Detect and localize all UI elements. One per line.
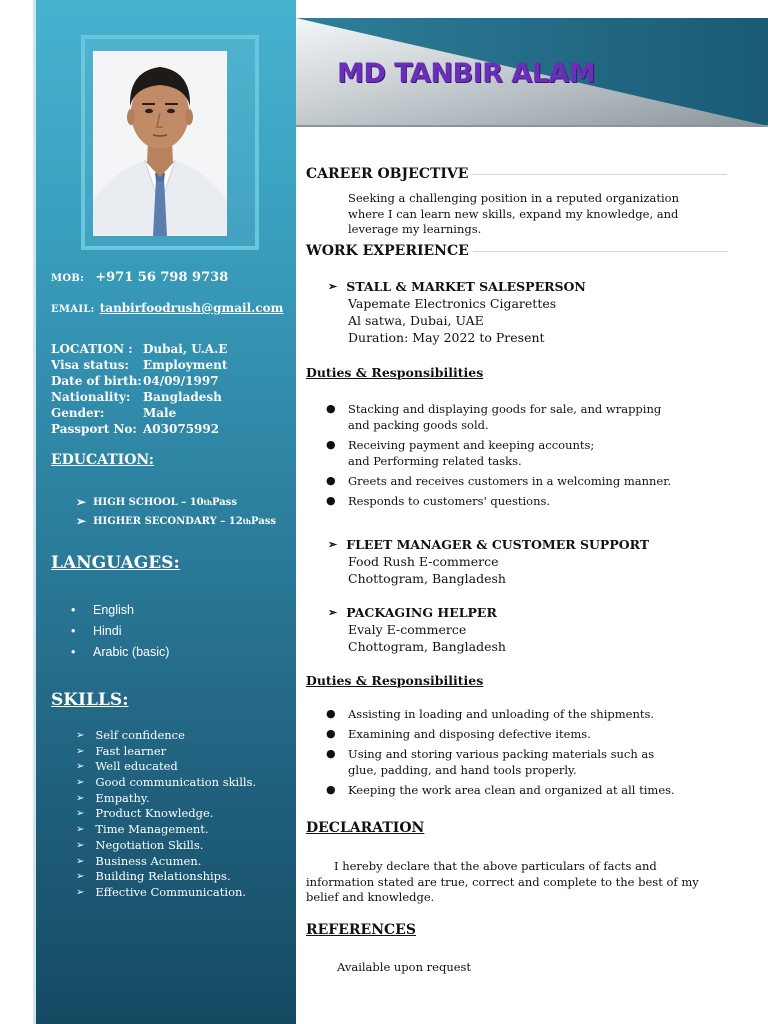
email-link[interactable]: tanbirfoodrush@gmail.com bbox=[99, 301, 284, 315]
email-line bbox=[51, 297, 283, 316]
bullet-dot-icon: • bbox=[71, 645, 76, 659]
references-heading: REFERENCES bbox=[306, 922, 416, 938]
job-title-text: FLEET MANAGER & CUSTOMER SUPPORT bbox=[346, 537, 650, 552]
mobile-label: MOB: bbox=[51, 273, 85, 284]
duty-item bbox=[326, 401, 678, 433]
skill-item bbox=[76, 791, 256, 807]
job-title bbox=[328, 278, 586, 295]
education-text-tail: Pass bbox=[251, 516, 277, 527]
education-item bbox=[76, 493, 276, 512]
bullet-dot-icon: ● bbox=[326, 707, 336, 720]
job-entry bbox=[328, 278, 586, 346]
info-value: Male bbox=[143, 406, 177, 420]
arrow-bullet-icon: ➢ bbox=[76, 886, 85, 898]
duty-item bbox=[326, 726, 678, 742]
arrow-bullet-icon: ➢ bbox=[76, 761, 85, 773]
bullet-dot-icon: ● bbox=[326, 727, 336, 740]
job-title bbox=[328, 536, 649, 553]
education-text: HIGHER SECONDARY – 12 bbox=[93, 516, 243, 527]
info-label: Gender: bbox=[51, 406, 105, 420]
superscript: th bbox=[203, 498, 212, 507]
declaration-text: I hereby declare that the above particulars of facts and information stated are true, correct and complete to the best of my belief and knowledge. bbox=[306, 859, 699, 904]
mobile-line bbox=[51, 266, 228, 285]
skill-item bbox=[76, 869, 256, 885]
declaration-heading: DECLARATION bbox=[306, 820, 425, 836]
info-label: Nationality: bbox=[51, 390, 131, 404]
education-list bbox=[76, 493, 276, 531]
job-title-text: STALL & MARKET SALESPERSON bbox=[346, 279, 586, 294]
arrow-bullet-icon: ➢ bbox=[76, 514, 87, 528]
arrow-bullet-icon: ➢ bbox=[76, 730, 85, 741]
languages-heading: LANGUAGES: bbox=[51, 553, 180, 573]
job-location: Chottogram, Bangladesh bbox=[348, 639, 506, 654]
skill-text: Fast learner bbox=[95, 743, 167, 758]
language-text: Hindi bbox=[93, 624, 122, 638]
duty-text: Examining and disposing defective items. bbox=[348, 727, 591, 741]
duties-heading: Duties & Responsibilities bbox=[306, 365, 484, 380]
job-location: Al satwa, Dubai, UAE bbox=[348, 313, 484, 328]
arrow-bullet-icon: ➢ bbox=[328, 606, 338, 619]
skill-item bbox=[76, 728, 256, 744]
superscript: th bbox=[242, 517, 252, 526]
job-entry bbox=[328, 604, 506, 655]
skill-item bbox=[76, 885, 256, 901]
info-row-passport bbox=[51, 421, 227, 437]
education-item bbox=[76, 512, 276, 531]
info-value: A03075992 bbox=[143, 422, 220, 436]
language-text: Arabic (basic) bbox=[93, 645, 170, 659]
duty-item bbox=[326, 437, 678, 469]
education-heading: EDUCATION: bbox=[51, 452, 154, 468]
skill-text: Good communication skills. bbox=[95, 775, 257, 790]
language-item bbox=[71, 600, 169, 621]
duties-heading: Duties & Responsibilities bbox=[306, 673, 484, 688]
duty-item bbox=[326, 782, 678, 798]
arrow-bullet-icon: ➢ bbox=[328, 538, 338, 551]
duty-item bbox=[326, 473, 678, 489]
work-experience-heading bbox=[306, 243, 728, 259]
info-label: Date of birth: bbox=[51, 374, 142, 388]
skill-text: Time Management. bbox=[95, 822, 209, 837]
mobile-number[interactable]: +971 56 798 9738 bbox=[95, 270, 229, 285]
bullet-dot-icon: • bbox=[71, 603, 76, 617]
section-divider bbox=[473, 251, 728, 252]
duty-item bbox=[326, 706, 678, 722]
arrow-bullet-icon: ➢ bbox=[76, 871, 85, 883]
duty-text: Stacking and displaying goods for sale, and wrapping and packing goods sold. bbox=[348, 402, 662, 432]
arrow-bullet-icon: ➢ bbox=[328, 280, 338, 293]
skills-heading: SKILLS: bbox=[51, 690, 129, 710]
arrow-bullet-icon: ➢ bbox=[76, 745, 85, 757]
bullet-dot-icon: ● bbox=[326, 438, 336, 451]
info-row-gender bbox=[51, 405, 227, 421]
portrait-image bbox=[93, 51, 227, 236]
info-label: Passport No: bbox=[51, 422, 137, 436]
info-value: Employment bbox=[143, 358, 228, 372]
arrow-bullet-icon: ➢ bbox=[76, 777, 85, 789]
language-item bbox=[71, 642, 169, 663]
career-objective-text: Seeking a challenging position in a reputed organization where I can learn new skills, expand my knowledge, and leverage my learnings. bbox=[348, 191, 679, 236]
career-objective-heading bbox=[306, 166, 727, 182]
job-company: Food Rush E-commerce bbox=[348, 554, 499, 569]
arrow-bullet-icon: ➢ bbox=[76, 855, 85, 867]
education-text-tail: Pass bbox=[211, 497, 237, 508]
job-company: Evaly E-commerce bbox=[348, 622, 467, 637]
language-text: English bbox=[93, 603, 134, 617]
language-item bbox=[71, 621, 169, 642]
info-value: Bangladesh bbox=[143, 390, 222, 404]
section-title-text: CAREER OBJECTIVE bbox=[306, 166, 469, 182]
duty-text: Assisting in loading and unloading of the shipments. bbox=[348, 707, 655, 721]
job-location: Chottogram, Bangladesh bbox=[348, 571, 506, 586]
info-value: 04/09/1997 bbox=[143, 374, 219, 388]
info-value: Dubai, U.A.E bbox=[143, 342, 228, 356]
duty-item bbox=[326, 493, 678, 509]
skill-item bbox=[76, 838, 256, 854]
duty-text: Greets and receives customers in a welcoming manner. bbox=[348, 474, 672, 488]
skill-item bbox=[76, 744, 256, 760]
section-divider bbox=[472, 174, 727, 175]
skill-text: Effective Communication. bbox=[95, 884, 247, 899]
skill-text: Building Relationships. bbox=[95, 869, 231, 884]
skill-text: Negotiation Skills. bbox=[95, 837, 204, 852]
duty-text: Responds to customers' questions. bbox=[348, 494, 551, 508]
skill-text: Product Knowledge. bbox=[95, 806, 214, 821]
job-entry bbox=[328, 536, 649, 587]
profile-photo bbox=[93, 51, 227, 236]
info-row-visa bbox=[51, 357, 227, 373]
bullet-dot-icon: ● bbox=[326, 747, 336, 760]
bullet-dot-icon: ● bbox=[326, 402, 336, 415]
info-label: LOCATION : bbox=[51, 342, 133, 356]
duty-text: Using and storing various packing materials such as glue, padding, and hand tools properly. bbox=[348, 747, 655, 777]
duties-list bbox=[326, 401, 678, 513]
sidebar bbox=[33, 0, 296, 1024]
email-label: EMAIL: bbox=[51, 304, 95, 315]
duties-list bbox=[326, 706, 678, 802]
bullet-dot-icon: • bbox=[71, 624, 76, 638]
arrow-bullet-icon: ➢ bbox=[76, 824, 85, 836]
bullet-dot-icon: ● bbox=[326, 494, 336, 507]
job-title bbox=[328, 604, 506, 621]
skill-item bbox=[76, 775, 256, 791]
skill-item bbox=[76, 822, 256, 838]
photo-frame bbox=[81, 35, 259, 250]
references-text: Available upon request bbox=[337, 960, 472, 974]
skill-text: Well educated bbox=[95, 759, 178, 774]
job-duration: Duration: May 2022 to Present bbox=[348, 330, 545, 345]
arrow-bullet-icon: ➢ bbox=[76, 839, 85, 851]
job-title-text: PACKAGING HELPER bbox=[346, 605, 497, 620]
education-text: HIGH SCHOOL – 10 bbox=[93, 497, 204, 508]
duty-text: Receiving payment and keeping accounts; and Performing related tasks. bbox=[348, 438, 595, 468]
candidate-name: MD TANBIR ALAM bbox=[337, 58, 596, 89]
skill-text: Business Acumen. bbox=[95, 853, 202, 868]
skills-list bbox=[76, 728, 256, 901]
info-label: Visa status: bbox=[51, 358, 129, 372]
languages-list bbox=[71, 600, 169, 663]
info-row-location bbox=[51, 341, 227, 357]
arrow-bullet-icon: ➢ bbox=[76, 808, 85, 820]
bullet-dot-icon: ● bbox=[326, 474, 336, 487]
skill-text: Self confidence bbox=[95, 728, 185, 742]
skill-item bbox=[76, 854, 256, 870]
job-company: Vapemate Electronics Cigarettes bbox=[348, 296, 557, 311]
section-title-text: WORK EXPERIENCE bbox=[306, 243, 469, 259]
skill-item bbox=[76, 759, 256, 775]
arrow-bullet-icon: ➢ bbox=[76, 495, 87, 509]
skill-text: Empathy. bbox=[95, 790, 150, 805]
duty-text: Keeping the work area clean and organized at all times. bbox=[348, 783, 675, 797]
arrow-bullet-icon: ➢ bbox=[76, 792, 85, 804]
duty-item bbox=[326, 746, 678, 778]
info-row-dob bbox=[51, 373, 227, 389]
bullet-dot-icon: ● bbox=[326, 783, 336, 796]
skill-item bbox=[76, 806, 256, 822]
info-row-nationality bbox=[51, 389, 227, 405]
personal-info bbox=[51, 341, 227, 437]
